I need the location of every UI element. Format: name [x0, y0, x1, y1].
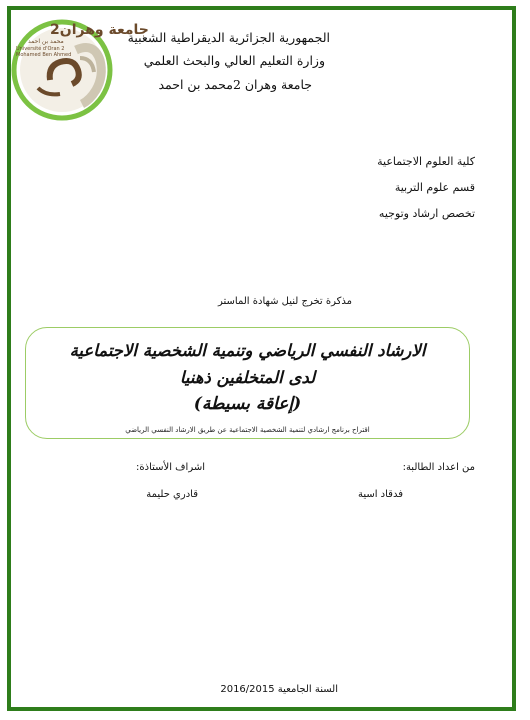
header-university: جامعة وهران 2محمد بن احمد: [158, 77, 312, 92]
thesis-title-line2: لدى المتخلفين ذهنيا: [179, 368, 316, 387]
academic-year: السنة الجامعية 2016/2015: [220, 684, 338, 695]
thesis-title-line1: الارشاد النفسي الرياضي وتنمية الشخصية الاجتماعية: [69, 341, 426, 360]
faculty-college: كلية العلوم الاجتماعية: [377, 155, 475, 168]
logo-latin-sub: Mohamed Ben Ahmed: [16, 52, 72, 58]
faculty-specialty: تخصص ارشاد وتوجيه: [378, 207, 475, 220]
header-ministry: وزارة التعليم العالي والبحث العلمي: [143, 53, 325, 68]
logo-arabic-name: جامعة وهران2: [50, 22, 149, 38]
thesis-purpose: مذكرة تخرج لنيل شهادة الماستر: [218, 296, 352, 307]
university-logo: [10, 10, 149, 126]
faculty-department: قسم علوم التربية: [394, 181, 475, 194]
supervisor-label: اشراف الأستاذة:: [136, 462, 205, 473]
supervisor-name: قادري حليمة: [146, 489, 198, 500]
student-label: من اعداد الطالبة:: [402, 462, 475, 473]
thesis-subtitle: اقتراح برنامج ارشادي لتنمية الشخصية الاجتماعية عن طريق الارشاد النفسي الرياضي: [125, 426, 370, 434]
student-name: فدقاد اسية: [357, 489, 403, 500]
thesis-title-line3: (إعاقة بسيطة): [193, 394, 302, 414]
logo-latin-name: Université d'Oran 2: [16, 46, 65, 52]
logo-arabic-sub: محمد بن احمد: [28, 38, 64, 45]
header-republic: الجمهورية الجزائرية الديقراطية الشعبية: [127, 30, 330, 45]
